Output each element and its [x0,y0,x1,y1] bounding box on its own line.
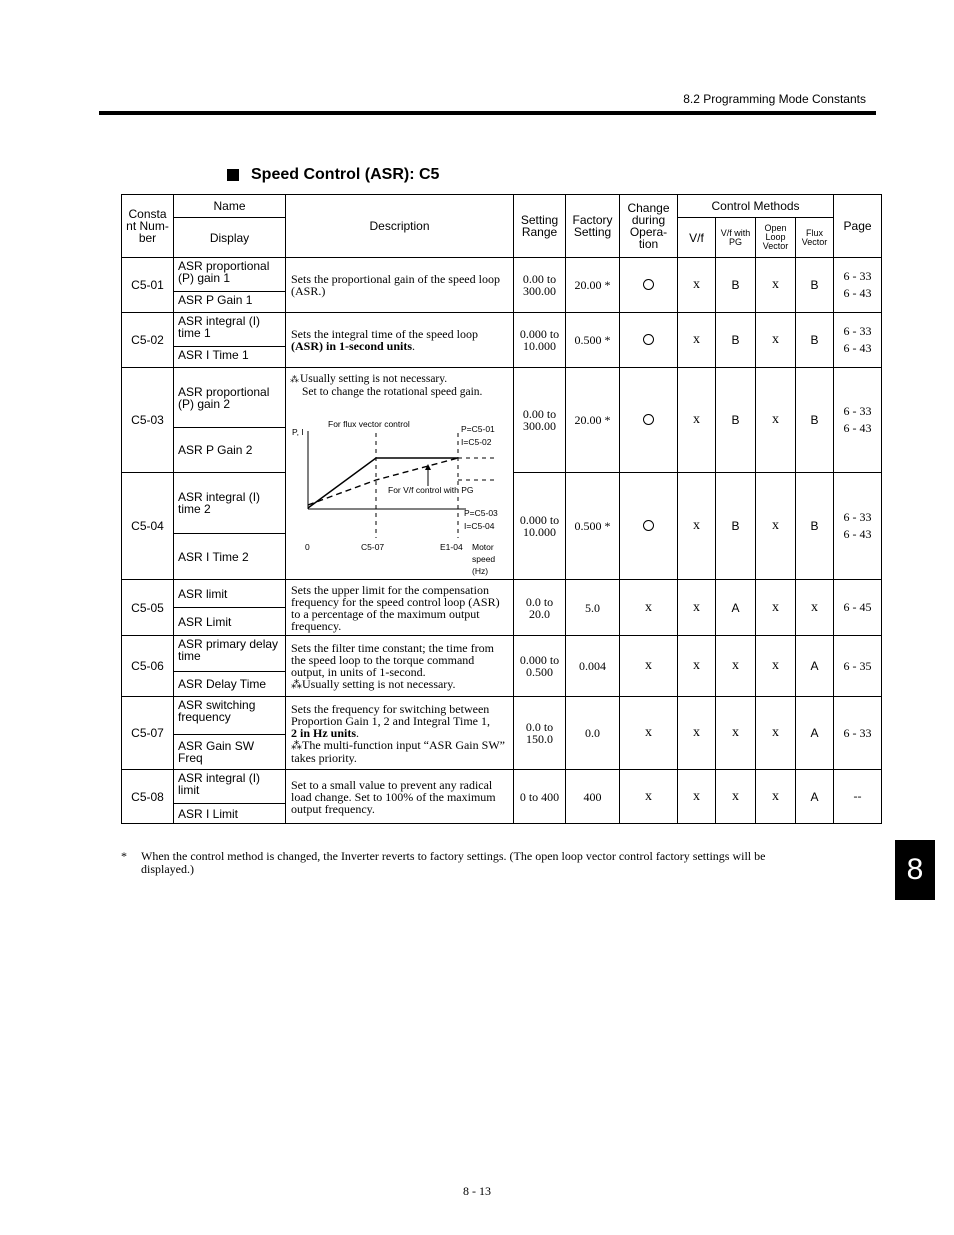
constant-display: ASR Gain SW Freq [174,735,286,770]
constant-description: Sets the frequency for switching between Proportion Gain 1, 2 and Integral Time 1, 2 in Hz units. ⁂The multi-function input “ASR Gain SW” takes priority. [286,697,514,770]
method-flux-vector: A [796,770,834,824]
vf-control-label: For V/f control with PG [388,485,474,495]
x-axis-label-line3: (Hz) [472,566,489,576]
factory-setting: 0.500 * [566,473,620,580]
method-vf: x [678,313,716,368]
method-flux-vector: B [796,313,834,368]
asr-gain-graph [286,368,514,579]
square-bullet-icon [227,169,239,181]
constant-description: Sets the integral time of the speed loop (ASR) in 1-second units. [286,313,514,368]
constant-display: ASR I Limit [174,804,286,824]
factory-setting: 20.00 * [566,258,620,313]
section-title-text: Speed Control (ASR): C5 [251,166,440,183]
header-vf-with-pg: V/f with PG [716,218,756,258]
constant-code: C5-04 [122,473,174,580]
method-vf: x [678,368,716,473]
method-vf-pg: B [716,473,756,580]
circle-icon [643,279,654,290]
constant-code: C5-07 [122,697,174,770]
i1-label: I=C5-02 [461,437,492,447]
vf-pg-curve [308,458,458,505]
method-vf: x [678,770,716,824]
change-during-operation: x [620,580,678,636]
method-vf: x [678,473,716,580]
constant-code: C5-02 [122,313,174,368]
factory-setting: 5.0 [566,580,620,636]
header-control-methods: Control Methods [678,195,834,218]
page-ref: 6 - 33 6 - 43 [834,258,882,313]
setting-range: 0.000 to 0.500 [514,636,566,697]
constant-description: Sets the proportional gain of the speed loop (ASR.) [286,258,514,313]
method-vf-pg: x [716,697,756,770]
setting-range: 0 to 400 [514,770,566,824]
constant-name: ASR integral (I) time 2 [174,473,286,534]
circle-icon [643,334,654,345]
constant-name: ASR limit [174,580,286,608]
gain-graph-cell [286,368,514,580]
constants-table [121,194,882,824]
method-vf-pg: B [716,258,756,313]
constant-display: ASR P Gain 1 [174,292,286,313]
x-axis-label-line1: Motor [472,542,494,552]
method-open-loop-vector: x [756,258,796,313]
page-ref: -- [834,770,882,824]
setting-range: 0.00 to 300.00 [514,258,566,313]
x-tick-e1-04: E1-04 [440,542,463,552]
method-vf-pg: x [716,770,756,824]
constant-code: C5-06 [122,636,174,697]
method-vf-pg: x [716,636,756,697]
p1-label: P=C5-01 [461,424,495,434]
note-glyph-icon: ⁂ [290,375,299,385]
constant-name: ASR primary delay time [174,636,286,672]
method-open-loop-vector: x [756,697,796,770]
method-flux-vector: A [796,636,834,697]
x-tick-c5-07: C5-07 [361,542,385,552]
graph-note-line1: Usually setting is not necessary. [300,373,448,385]
constant-name: ASR integral (I) limit [174,770,286,804]
method-flux-vector: x [796,580,834,636]
method-vf-pg: B [716,368,756,473]
p2-label: P=C5-03 [464,508,498,518]
circle-icon [643,520,654,531]
factory-setting: 20.00 * [566,368,620,473]
method-flux-vector: B [796,368,834,473]
constant-name: ASR switching frequency [174,697,286,735]
method-vf: x [678,697,716,770]
change-during-operation [620,258,678,313]
header-display: Display [174,218,286,258]
page-ref: 6 - 33 [834,697,882,770]
factory-setting: 0.004 [566,636,620,697]
constant-code: C5-03 [122,368,174,473]
method-flux-vector: B [796,473,834,580]
footnote [121,850,781,876]
page-ref: 6 - 33 6 - 43 [834,313,882,368]
header-description: Description [286,195,514,258]
constant-display: ASR I Time 2 [174,534,286,580]
method-open-loop-vector: x [756,473,796,580]
factory-setting: 400 [566,770,620,824]
constant-name: ASR proportional (P) gain 1 [174,258,286,292]
method-vf-pg: B [716,313,756,368]
header-page: Page [834,195,882,258]
change-during-operation: x [620,770,678,824]
running-header: 8.2 Programming Mode Constants [683,92,866,106]
note-glyph-icon: ⁂ [291,678,302,691]
header-change-during-operation: Change during Opera- tion [620,195,678,258]
y-axis-label: P, I [292,427,304,437]
flux-vector-curve [308,458,458,508]
constant-code: C5-08 [122,770,174,824]
i2-label: I=C5-04 [464,521,495,531]
method-vf: x [678,258,716,313]
change-during-operation: x [620,697,678,770]
constant-name: ASR integral (I) time 1 [174,313,286,347]
setting-range: 0.000 to 10.000 [514,473,566,580]
method-open-loop-vector: x [756,368,796,473]
method-flux-vector: A [796,697,834,770]
constant-code: C5-01 [122,258,174,313]
setting-range: 0.0 to 20.0 [514,580,566,636]
constant-description: Set to a small value to prevent any radical load change. Set to 100% of the maximum output frequency. [286,770,514,824]
constant-description: Sets the upper limit for the compensation frequency for the speed control loop (ASR) to a percentage of the maximum output frequency. [286,580,514,636]
factory-setting: 0.0 [566,697,620,770]
header-flux-vector: Flux Vector [796,218,834,258]
change-during-operation [620,473,678,580]
constant-display: ASR Limit [174,608,286,636]
page-ref: 6 - 45 [834,580,882,636]
change-during-operation: x [620,636,678,697]
page-ref: 6 - 33 6 - 43 [834,473,882,580]
section-title [227,166,439,184]
setting-range: 0.000 to 10.000 [514,313,566,368]
method-open-loop-vector: x [756,770,796,824]
origin-label: 0 [305,542,310,552]
graph-note-line2: Set to change the rotational speed gain. [302,386,483,398]
method-open-loop-vector: x [756,636,796,697]
header-name: Name [174,195,286,218]
footnote-mark: * [121,849,127,863]
circle-icon [643,414,654,425]
header-constant-number: Consta nt Num- ber [122,195,174,258]
factory-setting: 0.500 * [566,313,620,368]
page-number: 8 - 13 [463,1184,491,1198]
method-vf: x [678,580,716,636]
x-axis-label-line2: speed [472,554,496,564]
constant-description: Sets the filter time constant; the time from the speed loop to the torque command output, in units of 1-second. ⁂Usually setting is not necessary. [286,636,514,697]
setting-range: 0.0 to 150.0 [514,697,566,770]
constant-name: ASR proportional (P) gain 2 [174,368,286,428]
change-during-operation [620,313,678,368]
header-open-loop-vector: Open Loop Vector [756,218,796,258]
change-during-operation [620,368,678,473]
note-glyph-icon: ⁂ [291,739,302,752]
constant-display: ASR Delay Time [174,672,286,697]
header-setting-range: Setting Range [514,195,566,258]
setting-range: 0.00 to 300.00 [514,368,566,473]
chapter-tab: 8 [895,840,935,900]
page-ref: 6 - 35 [834,636,882,697]
header-rule [99,111,876,115]
method-open-loop-vector: x [756,313,796,368]
flux-control-label: For flux vector control [328,419,410,429]
footnote-text: When the control method is changed, the Inverter reverts to factory settings. (The open loop vector control factory settings will be displayed.) [141,849,766,876]
constant-code: C5-05 [122,580,174,636]
constant-display: ASR I Time 1 [174,347,286,368]
header-vf: V/f [678,218,716,258]
header-factory-setting: Factory Setting [566,195,620,258]
constant-display: ASR P Gain 2 [174,428,286,473]
method-flux-vector: B [796,258,834,313]
method-open-loop-vector: x [756,580,796,636]
method-vf: x [678,636,716,697]
page-ref: 6 - 33 6 - 43 [834,368,882,473]
method-vf-pg: A [716,580,756,636]
